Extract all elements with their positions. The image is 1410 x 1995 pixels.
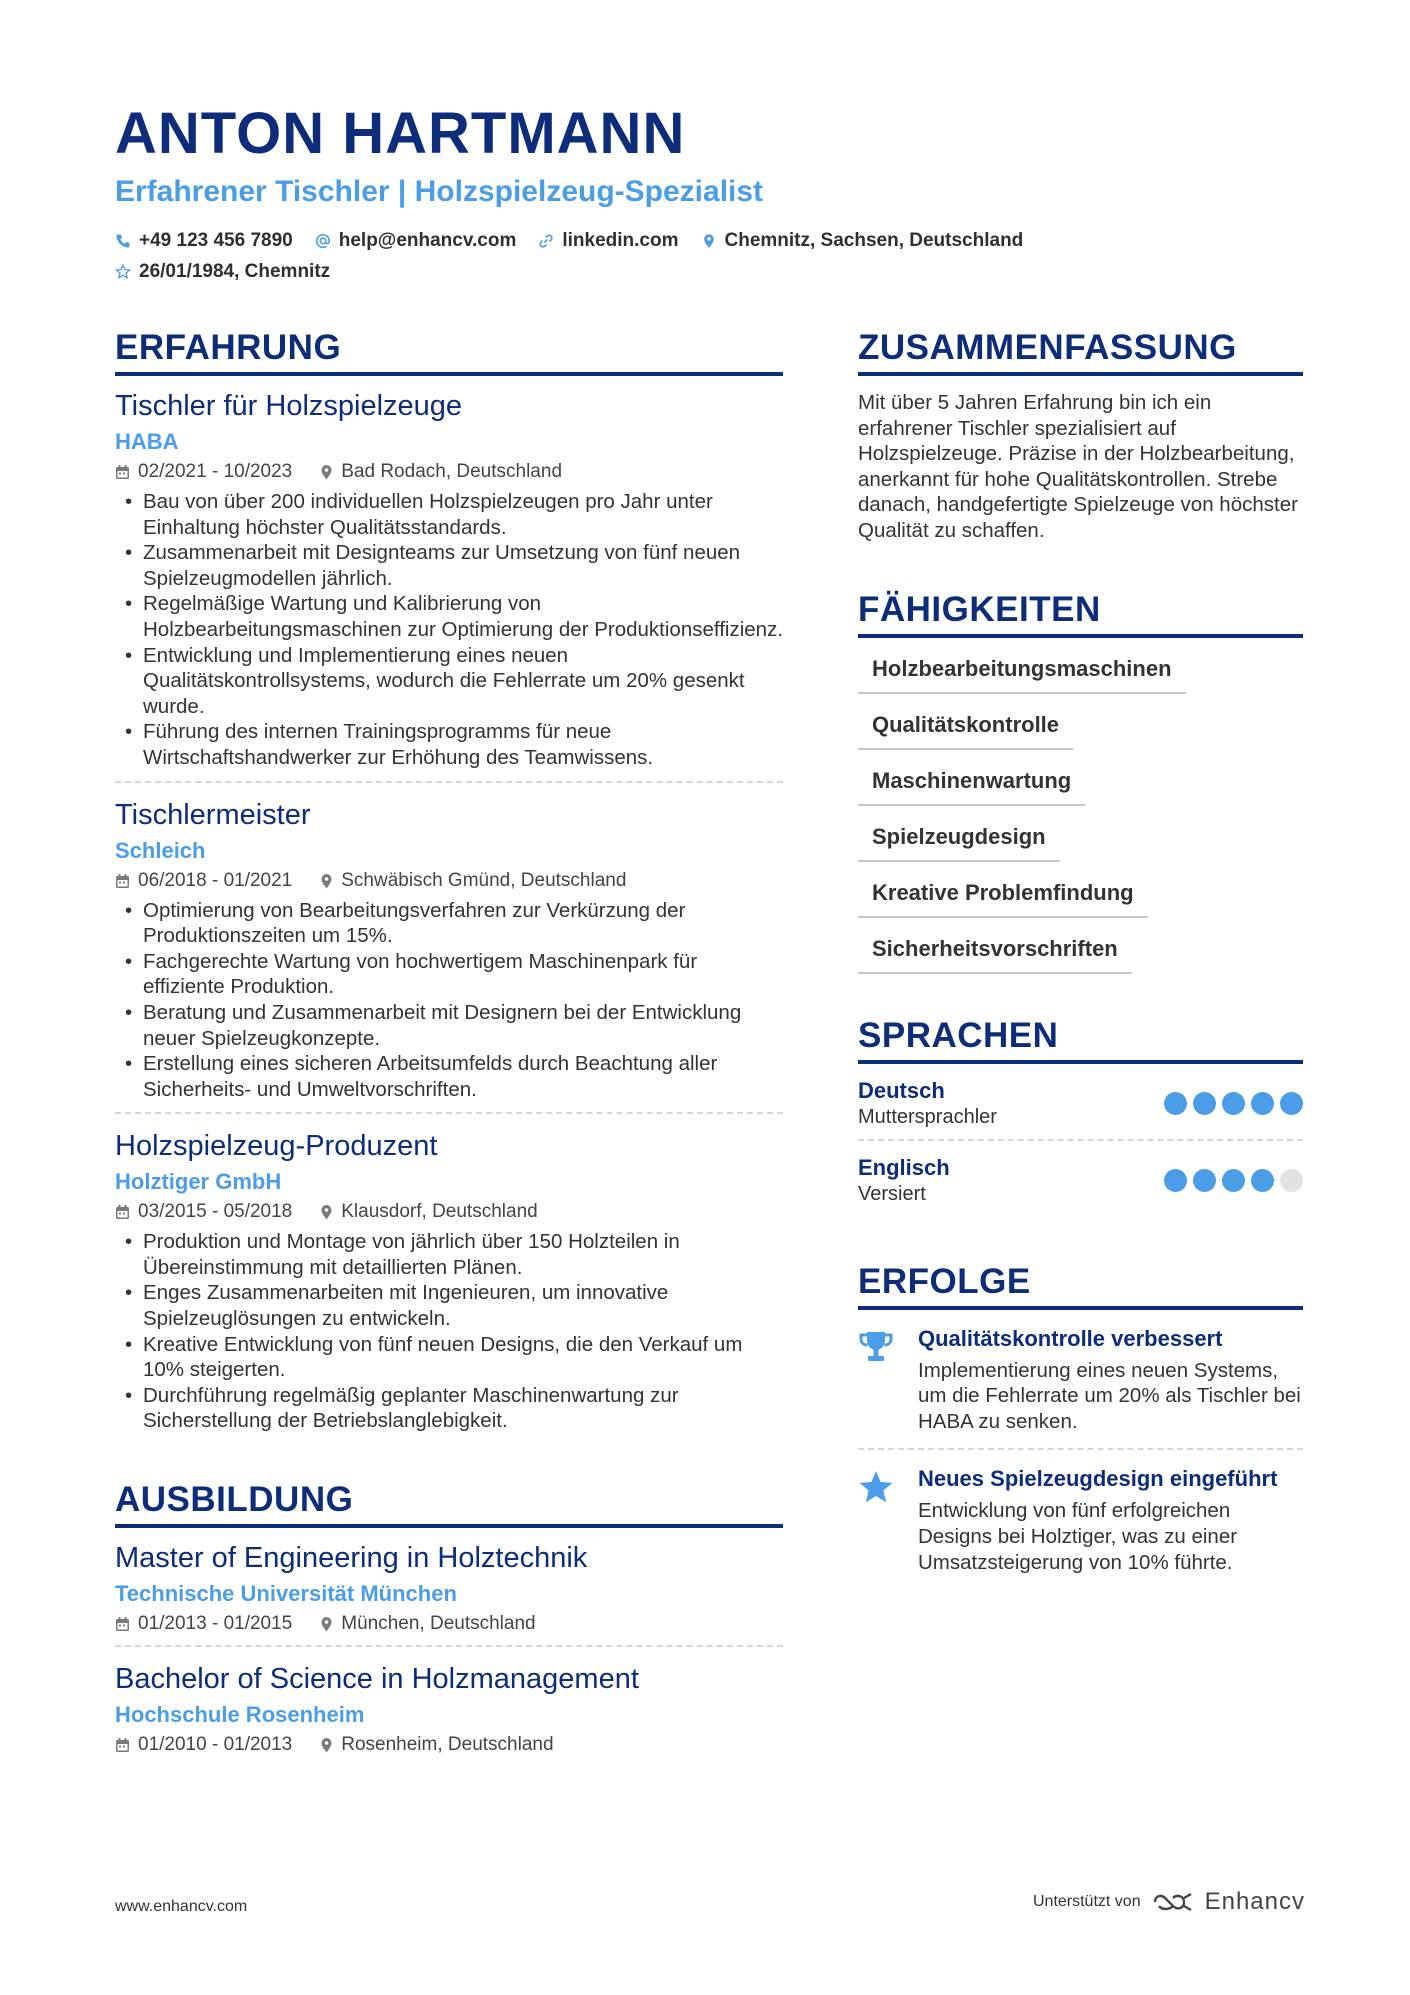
contact-linkedin[interactable] — [538, 230, 678, 252]
linkedin-text: linkedin.com — [562, 230, 679, 251]
job-meta — [115, 870, 783, 892]
calendar-icon — [115, 1616, 130, 1632]
achievement-title: Qualitätskontrolle verbessert — [918, 1325, 1223, 1351]
star-outline-icon — [115, 264, 131, 280]
job-bullet: • Entwicklung und Implementierung eines neuen Qualitätskontrollsystems, wodurch die Fehlerrate um 20% gesenkt wurde. — [115, 643, 783, 720]
job-meta — [115, 1201, 783, 1223]
skill-tag: Sicherheitsvorschriften — [858, 936, 1132, 974]
education-location — [320, 1734, 553, 1756]
job-dates — [115, 1201, 292, 1223]
powered-by-label: Unterstützt von — [1032, 1893, 1141, 1910]
rating-dot-filled — [1251, 1169, 1274, 1192]
achievement-title: Neues Spielzeugdesign eingeführt — [918, 1466, 1278, 1492]
job-location — [320, 461, 562, 483]
summary-text: Mit über 5 Jahren Erfahrung bin ich ein erfahrener Tischler spezialisiert auf Holzspielzeuge. Präzise in der Holzbearbeitung, anerkannt für hohe Qualitätskontrollen. Strebe danach, handgefertigte Spielzeuge von höchster Qualität zu schaffen. — [858, 391, 1298, 542]
job-company: Holztiger GmbH — [115, 1169, 282, 1195]
language-level: Versiert — [858, 1182, 926, 1205]
calendar-icon — [115, 1737, 130, 1753]
job-bullet: • Produktion und Montage von jährlich über 150 Holzteilen in Übereinstimmung mit detaillierten Plänen. — [115, 1229, 783, 1280]
job-bullet: • Regelmäßige Wartung und Kalibrierung von Holzbearbeitungsmaschinen zur Optimierung der Produktionseffizienz. — [115, 591, 783, 642]
job-bullets — [115, 1229, 783, 1434]
job-title: Holzspielzeug-Produzent — [115, 1130, 438, 1163]
job-bullets — [115, 489, 783, 771]
birth-text: 26/01/1984, Chemnitz — [139, 261, 331, 282]
skill-tag: Spielzeugdesign — [858, 824, 1060, 862]
map-pin-icon — [320, 1737, 333, 1753]
location-text: Chemnitz, Sachsen, Deutschland — [724, 230, 1024, 251]
language-row — [858, 1064, 1303, 1141]
link-icon — [538, 233, 554, 249]
contact-row-1 — [115, 230, 1023, 252]
language-row — [858, 1141, 1303, 1216]
job-bullet: • Beratung und Zusammenarbeit mit Designern bei der Entwicklung neuer Spielzeugkonzepte. — [115, 1000, 783, 1051]
school-name: Technische Universität München — [115, 1581, 457, 1607]
education-meta — [115, 1613, 783, 1635]
rating-dot-empty — [1280, 1169, 1303, 1192]
rating-dot-filled — [1164, 1092, 1187, 1115]
achievement-icon-wrap — [858, 1466, 900, 1575]
rating-dot-filled — [1164, 1169, 1187, 1192]
job-title: Tischler für Holzspielzeuge — [115, 390, 463, 422]
right-column — [858, 328, 1303, 1589]
language-name: Englisch — [858, 1154, 950, 1180]
skill-tag: Maschinenwartung — [858, 768, 1085, 806]
job-location-text: Bad Rodach, Deutschland — [341, 461, 563, 482]
education-entry — [115, 1647, 783, 1756]
job-bullet: • Zusammenarbeit mit Designteams zur Umsetzung von fünf neuen Spielzeugmodellen jährlich. — [115, 540, 783, 591]
job-location — [320, 1201, 537, 1223]
job-dates-text: 06/2018 - 01/2021 — [138, 869, 293, 891]
achievement-icon-wrap — [858, 1326, 900, 1435]
footer-branding — [1033, 1888, 1305, 1916]
job-bullet: • Bau von über 200 individuellen Holzspielzeugen pro Jahr unter Einhaltung höchster Qualitätsstandards. — [115, 489, 783, 540]
contact-location — [701, 230, 1024, 252]
candidate-name: ANTON HARTMANN — [115, 101, 686, 166]
footer-website[interactable]: www.enhancv.com — [115, 1898, 248, 1915]
job-bullet: • Kreative Entwicklung von fünf neuen Designs, die den Verkauf um 10% steigerten. — [115, 1332, 783, 1383]
language-info — [858, 1078, 997, 1129]
skills-section-title: FÄHIGKEITEN — [858, 590, 1303, 638]
education-location — [320, 1613, 535, 1635]
degree-title: Bachelor of Science in Holzmanagement — [115, 1663, 639, 1696]
job-bullet: • Durchführung regelmäßig geplanter Maschinenwartung zur Sicherstellung der Betriebslanglebigkeit. — [115, 1383, 783, 1434]
skill-tag: Qualitätskontrolle — [858, 712, 1073, 750]
rating-dot-filled — [1251, 1092, 1274, 1115]
job-location-text: Klausdorf, Deutschland — [341, 1201, 538, 1223]
education-dates-text: 01/2013 - 01/2015 — [138, 1613, 293, 1635]
job-company: Schleich — [115, 837, 206, 863]
job-bullet: • Enges Zusammenarbeiten mit Ingenieuren, um innovative Spielzeuglösungen zu entwickeln. — [115, 1280, 783, 1331]
job-title: Tischlermeister — [115, 798, 311, 831]
achievements-section-title: ERFOLGE — [858, 1262, 1303, 1310]
brand-name: Enhancv — [1204, 1888, 1305, 1915]
map-pin-icon — [320, 1204, 333, 1220]
contact-birth — [115, 261, 330, 283]
job-bullets — [115, 898, 783, 1103]
map-pin-icon — [320, 873, 333, 889]
job-company: HABA — [115, 429, 179, 454]
achievement-text: Implementierung eines neuen Systems, um die Fehlerrate um 20% als Tischler bei HABA zu senken. — [918, 1358, 1301, 1433]
calendar-icon — [115, 464, 130, 480]
contact-phone — [115, 230, 293, 252]
job-meta — [115, 461, 783, 483]
rating-dot-filled — [1222, 1092, 1245, 1115]
at-sign-icon — [315, 233, 331, 249]
job-bullet: • Optimierung von Bearbeitungsverfahren zur Verkürzung der Produktionszeiten um 15%. — [115, 898, 783, 949]
rating-dot-filled — [1280, 1092, 1303, 1115]
job-entry — [115, 376, 783, 783]
skill-tag: Kreative Problemfindung — [858, 880, 1148, 918]
star-icon — [858, 1470, 894, 1504]
school-name: Hochschule Rosenheim — [115, 1702, 365, 1728]
education-dates — [115, 1734, 292, 1756]
achievement-item — [858, 1450, 1303, 1589]
job-dates-text: 02/2021 - 10/2023 — [138, 461, 293, 482]
education-location-text: Rosenheim, Deutschland — [341, 1734, 554, 1756]
phone-text: +49 123 456 7890 — [139, 230, 293, 251]
experience-section-title: ERFAHRUNG — [115, 328, 783, 376]
language-name: Deutsch — [858, 1077, 945, 1103]
job-dates — [115, 870, 292, 892]
achievement-body — [918, 1326, 1303, 1435]
education-section-title: AUSBILDUNG — [115, 1480, 783, 1528]
contact-email[interactable] — [315, 230, 517, 252]
education-meta — [115, 1734, 783, 1756]
rating-dot-filled — [1193, 1092, 1216, 1115]
job-bullet: • Erstellung eines sicheren Arbeitsumfelds durch Beachtung aller Sicherheits- und Umweltvorschriften. — [115, 1051, 783, 1102]
phone-icon — [115, 233, 131, 249]
job-entry — [115, 1114, 783, 1434]
achievement-text: Entwicklung von fünf erfolgreichen Designs bei Holztiger, was zu einer Umsatzsteigerung von 10% führte. — [918, 1499, 1238, 1574]
skill-tag: Holzbearbeitungsmaschinen — [858, 656, 1186, 694]
job-dates — [115, 461, 292, 483]
summary-section-title: ZUSAMMENFASSUNG — [858, 328, 1303, 376]
education-dates — [115, 1613, 292, 1635]
job-dates-text: 03/2015 - 05/2018 — [138, 1201, 293, 1223]
rating-dot-filled — [1222, 1169, 1245, 1192]
rating-dot-filled — [1193, 1169, 1216, 1192]
map-pin-icon — [320, 1616, 333, 1632]
job-location-text: Schwäbisch Gmünd, Deutschland — [341, 869, 627, 891]
job-bullet: • Führung des internen Trainingsprogramms für neue Wirtschaftshandwerker zur Erhöhung des Teamwissens. — [115, 719, 783, 770]
left-column — [115, 328, 783, 1756]
degree-title: Master of Engineering in Holztechnik — [115, 1542, 588, 1575]
calendar-icon — [115, 873, 130, 889]
trophy-icon — [858, 1330, 894, 1364]
contact-row-2 — [115, 261, 330, 283]
email-text: help@enhancv.com — [338, 230, 517, 251]
job-location — [320, 870, 626, 892]
job-entry — [115, 783, 783, 1115]
job-bullet: • Fachgerechte Wartung von hochwertigem Maschinenpark für effiziente Produktion. — [115, 949, 783, 1000]
map-pin-icon — [320, 464, 333, 480]
language-level: Muttersprachler — [858, 1105, 997, 1128]
language-rating — [1164, 1092, 1303, 1115]
achievement-body — [918, 1466, 1303, 1575]
education-entry — [115, 1528, 783, 1647]
candidate-title: Erfahrener Tischler | Holzspielzeug-Spezialist — [115, 175, 764, 208]
calendar-icon — [115, 1204, 130, 1220]
map-pin-icon — [701, 233, 717, 249]
enhancv-logo-icon — [1151, 1890, 1195, 1914]
language-rating — [1164, 1169, 1303, 1192]
achievement-item — [858, 1310, 1303, 1451]
language-info — [858, 1155, 950, 1206]
education-location-text: München, Deutschland — [341, 1613, 536, 1635]
education-dates-text: 01/2010 - 01/2013 — [138, 1734, 293, 1756]
languages-section-title: SPRACHEN — [858, 1016, 1303, 1064]
